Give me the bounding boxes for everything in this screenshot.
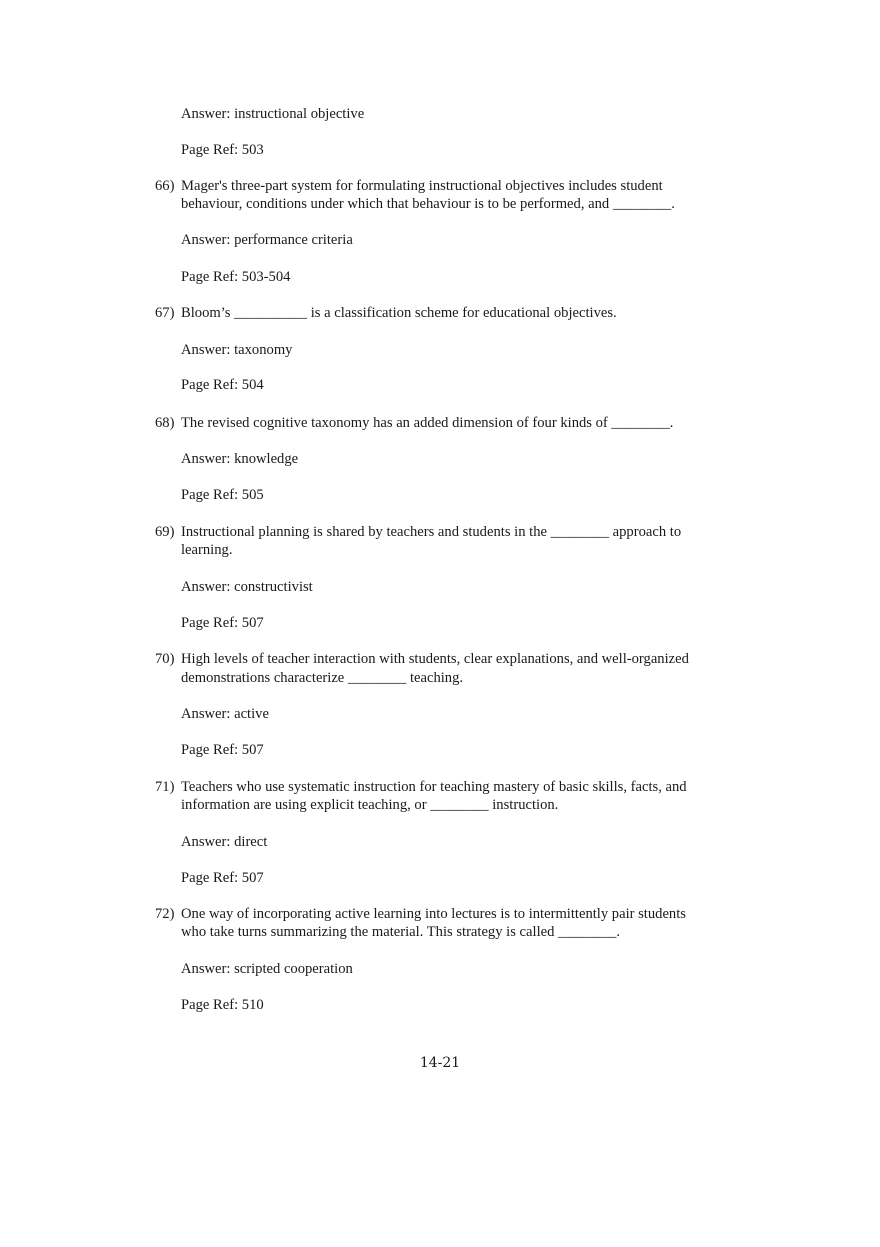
- question-text: learning.: [181, 542, 233, 558]
- question-number: 66): [155, 178, 175, 194]
- question-text: behaviour, conditions under which that behaviour is to be performed, and ________.: [181, 196, 675, 212]
- answer-text: Answer: direct: [181, 834, 268, 850]
- question-number: 72): [155, 906, 175, 922]
- page-ref: Page Ref: 505: [181, 487, 264, 503]
- answer-text: Answer: performance criteria: [181, 232, 353, 248]
- question-text: One way of incorporating active learning into lectures is to intermittently pair students: [181, 906, 686, 922]
- page-ref: Page Ref: 507: [181, 870, 264, 886]
- question-text: Teachers who use systematic instruction for teaching mastery of basic skills, facts, and: [181, 779, 687, 795]
- question-text: information are using explicit teaching, or ________ instruction.: [181, 797, 559, 813]
- question-text: High levels of teacher interaction with students, clear explanations, and well-organized: [181, 651, 689, 667]
- question-text: demonstrations characterize ________ teaching.: [181, 670, 464, 686]
- question-number: 70): [155, 651, 175, 667]
- question-number: 71): [155, 779, 175, 795]
- answer-text: Answer: constructivist: [181, 579, 313, 595]
- answer-text: Answer: scripted cooperation: [181, 961, 353, 977]
- question-text: Instructional planning is shared by teachers and students in the ________ approach to: [181, 524, 682, 540]
- question-text: Bloom’s __________ is a classification scheme for educational objectives.: [181, 305, 617, 321]
- page-number: 14-21: [419, 1055, 461, 1071]
- page-ref: Page Ref: 510: [181, 997, 264, 1013]
- answer-text: Answer: knowledge: [181, 451, 299, 467]
- page-ref: Page Ref: 503: [181, 142, 264, 158]
- page-ref: Page Ref: 507: [181, 615, 264, 631]
- answer-text: Answer: instructional objective: [181, 106, 365, 122]
- page-ref: Page Ref: 507: [181, 742, 264, 758]
- question-number: 67): [155, 305, 175, 321]
- question-number: 68): [155, 415, 175, 431]
- question-text: who take turns summarizing the material. This strategy is called ________.: [181, 924, 621, 940]
- question-number: 69): [155, 524, 175, 540]
- answer-text: Answer: taxonomy: [181, 342, 293, 358]
- page-ref: Page Ref: 504: [181, 377, 264, 393]
- page-ref: Page Ref: 503-504: [181, 269, 291, 285]
- question-text: Mager's three-part system for formulating instructional objectives includes student: [181, 178, 663, 194]
- question-text: The revised cognitive taxonomy has an added dimension of four kinds of ________.: [181, 415, 674, 431]
- answer-text: Answer: active: [181, 706, 269, 722]
